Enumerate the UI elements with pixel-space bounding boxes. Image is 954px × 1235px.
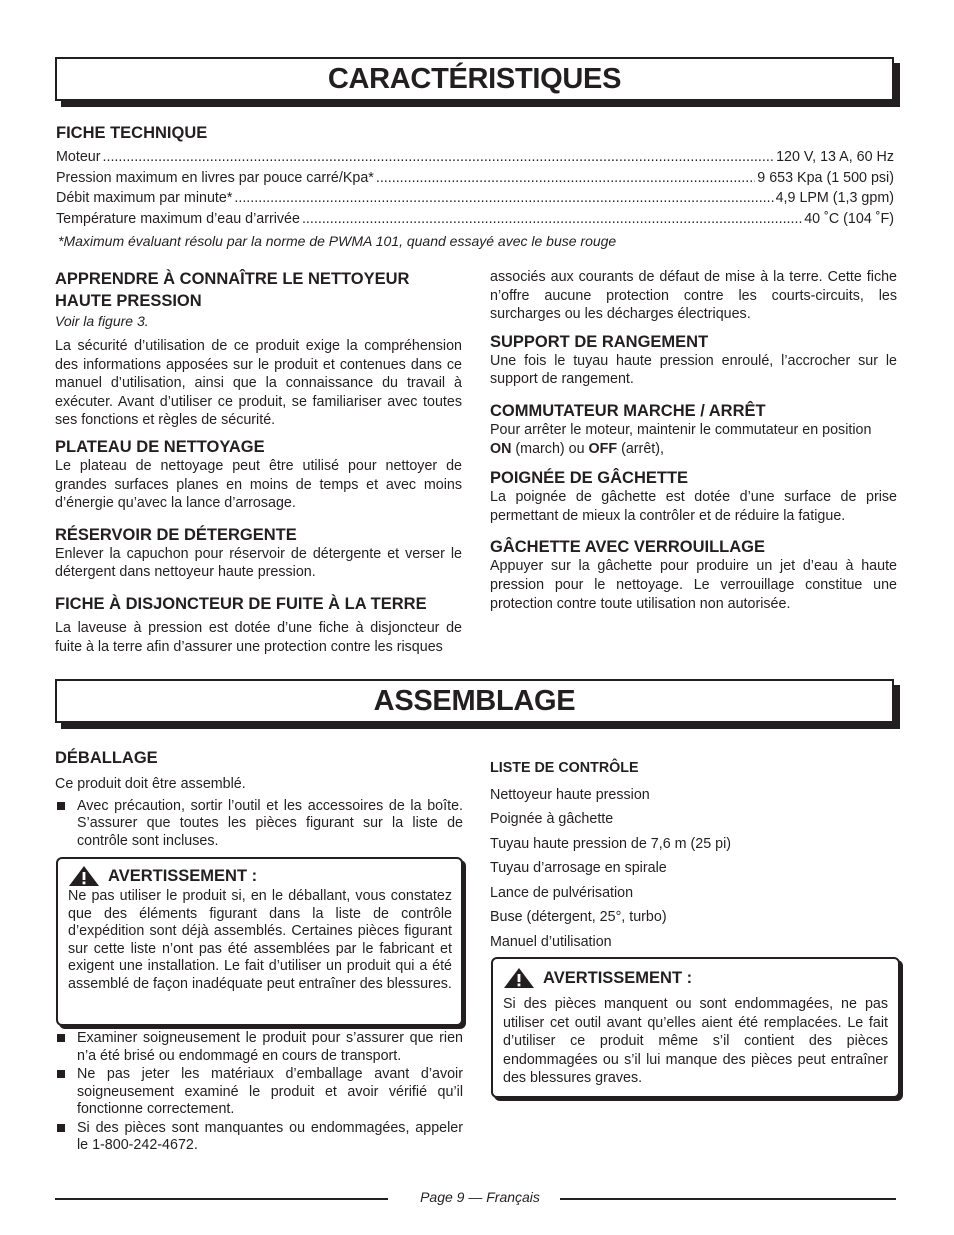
spec-label: Débit maximum par minute* xyxy=(56,190,233,206)
square-bullet-icon xyxy=(57,802,65,810)
switch-off-label: OFF xyxy=(588,440,618,457)
spec-row-temperature xyxy=(56,209,894,230)
gfci-paragraph: La laveuse à pression est dotée d’une fiche à disjoncteur de fuite à la terre afin d’assurer une protection contre les risques xyxy=(55,619,462,655)
know-paragraph: La sécurité d’utilisation de ce produit exige la compréhension des informations apposées sur le produit et contenues dans ce manuel d’utilisation, ainsi que la connaissance du travail à exécuter. Avant d’utiliser ce produit, se familiariser avec toutes ses fonctions et règles de sécurité. xyxy=(55,338,462,429)
list-item: Si des pièces sont manquantes ou endommagées, appeler le 1-800-242-4672. xyxy=(55,1120,463,1155)
warning-text: Si des pièces manquent ou sont endommagées, ne pas utiliser cet outil avant qu’elles aient été remplacées. Le fait d’utiliser ce produit même s’il contient des pièces endommagées ou s’il lui manque des pièces peut entraîner des blessures graves. xyxy=(503,996,888,1086)
checklist-heading: LISTE DE CONTRÔLE xyxy=(490,760,639,776)
spec-row-motor xyxy=(56,147,894,168)
spec-label: Moteur xyxy=(56,149,101,165)
unpacking-heading: DÉBALLAGE xyxy=(55,749,158,767)
spec-value: 40 ˚C (104 ˚F) xyxy=(804,210,894,227)
switch-on-label: ON xyxy=(490,440,512,457)
spec-value: 9 653 Kpa (1 500 psi) xyxy=(757,169,894,186)
spec-row-flow xyxy=(56,188,894,209)
square-bullet-icon xyxy=(57,1070,65,1078)
square-bullet-icon xyxy=(57,1034,65,1042)
unpacking-bullets-after xyxy=(55,1030,463,1155)
storage-heading: SUPPORT DE RANGEMENT xyxy=(490,332,709,351)
switch-heading: COMMUTATEUR MARCHE / ARRÊT xyxy=(490,401,766,420)
checklist-item: Tuyau d’arrosage en spirale xyxy=(490,860,667,876)
checklist-item: Poignée à gâchette xyxy=(490,811,614,827)
warning-box-checklist xyxy=(491,957,900,1098)
grip-heading: POIGNÉE DE GÂCHETTE xyxy=(490,469,689,488)
footer-page-label: Page 9 — Français xyxy=(420,1189,540,1205)
detergent-paragraph: Enlever la capuchon pour réservoir de détergente et verser le détergent dans nettoyeur haute pression. xyxy=(55,545,462,581)
lock-heading: GÂCHETTE AVEC VERROUILLAGE xyxy=(490,538,766,557)
grip-paragraph: La poignée de gâchette est dotée d’une surface de prise permettant de mieux la contrôler et de réduire la fatigue. xyxy=(490,489,897,524)
footer-rule-left xyxy=(55,1198,388,1200)
section-title-assembly: ASSEMBLAGE xyxy=(373,685,576,717)
gfci-heading: FICHE À DISJONCTEUR DE FUITE À LA TERRE xyxy=(55,594,427,613)
checklist-item: Manuel d’utilisation xyxy=(490,933,612,950)
warning-title: AVERTISSEMENT : xyxy=(108,866,258,885)
switch-paragraph: Pour arrêter le moteur, maintenir le commutateur en position ON (march) ou OFF (arrêt), xyxy=(490,421,872,457)
spec-footnote: *Maximum évaluant résolu par la norme de PWMA 101, quand essayé avec le buse rouge xyxy=(58,233,617,249)
spec-row-pressure xyxy=(56,168,894,189)
list-item: Avec précaution, sortir l’outil et les accessoires de la boîte. S’assurer que toutes les pièces figurant sur la liste de contrôle sont incluses. xyxy=(55,798,463,851)
section-title-characteristics: CARACTÉRISTIQUES xyxy=(327,63,622,95)
spec-label: Température maximum d’eau d’arrivée xyxy=(56,210,300,227)
square-bullet-icon xyxy=(57,1124,65,1132)
detergent-heading: RÉSERVOIR DE DÉTERGENTE xyxy=(55,525,297,544)
warning-header xyxy=(503,967,888,989)
know-heading-line1: APPRENDRE À CONNAÎTRE LE NETTOYEUR xyxy=(55,270,410,288)
footer-rule-right xyxy=(560,1198,896,1200)
warning-text: Ne pas utiliser le produit si, en le déballant, vous constatez que des éléments figurant dans la liste de contrôle d’expédition sont déjà assemblés. Certaines pièces figurant sur cette liste n’ont pas été assemblées par le fabricant et exigent une installation. Le fait d’utiliser un produit qui a été assemblé de façon inadéquate peut entraîner des blessures. xyxy=(68,888,452,992)
checklist-item: Nettoyeur haute pression xyxy=(490,786,650,803)
unpacking-bullets-first xyxy=(55,798,463,851)
list-item: Examiner soigneusement le produit pour s’assurer que rien n’a été brisé ou endommagé en cours de transport. xyxy=(55,1030,463,1065)
spec-sheet xyxy=(56,123,894,251)
unpacking-section xyxy=(55,748,463,850)
warning-title: AVERTISSEMENT : xyxy=(543,968,693,987)
storage-paragraph: Une fois le tuyau haute pression enroulé, l’accrocher sur le support de rangement. xyxy=(490,352,897,388)
warning-triangle-icon xyxy=(503,967,535,989)
figure-reference: Voir la figure 3. xyxy=(55,313,149,329)
section-banner-characteristics xyxy=(55,57,894,101)
spec-heading: FICHE TECHNIQUE xyxy=(56,124,208,142)
lock-paragraph: Appuyer sur la gâchette pour produire un jet d’eau à haute pression pour le nettoyage. Le verrouillage constitue une protection contre toute utilisation non autorisée. xyxy=(490,558,897,612)
plate-paragraph: Le plateau de nettoyage peut être utilisé pour nettoyer de grandes surfaces planes en moins de temps et avec moins d’énergie qu’avec la lance d’arrosage. xyxy=(55,457,462,512)
warning-box-unpacking xyxy=(56,857,463,1026)
section-banner-assembly xyxy=(55,679,894,723)
list-item: Ne pas jeter les matériaux d’emballage avant d’avoir soigneusement examiné le produit et avoir vérifié qu’il fonctionne correctement. xyxy=(55,1066,463,1119)
unpacking-intro: Ce produit doit être assemblé. xyxy=(55,776,246,792)
spec-value: 4,9 LPM (1,3 gpm) xyxy=(775,190,894,206)
spec-value: 120 V, 13 A, 60 Hz xyxy=(776,149,894,165)
know-heading-line2: HAUTE PRESSION xyxy=(55,292,202,310)
left-column xyxy=(55,268,462,656)
plate-heading: PLATEAU DE NETTOYAGE xyxy=(55,437,265,456)
warning-header xyxy=(68,865,452,887)
right-column xyxy=(490,268,897,613)
gfci-paragraph-continued: associés aux courants de défaut de mise à la terre. Cette fiche n’offre aucune protection contre les courts-circuits, les surcharges ou les décharges électriques. xyxy=(490,269,897,323)
checklist-item: Tuyau haute pression de 7,6 m (25 pi) xyxy=(490,835,732,852)
checklist-section xyxy=(490,756,898,954)
checklist-item: Buse (détergent, 25°, turbo) xyxy=(490,909,667,925)
warning-triangle-icon xyxy=(68,865,100,887)
checklist-item: Lance de pulvérisation xyxy=(490,884,634,901)
spec-label: Pression maximum en livres par pouce carré/Kpa* xyxy=(56,169,374,186)
